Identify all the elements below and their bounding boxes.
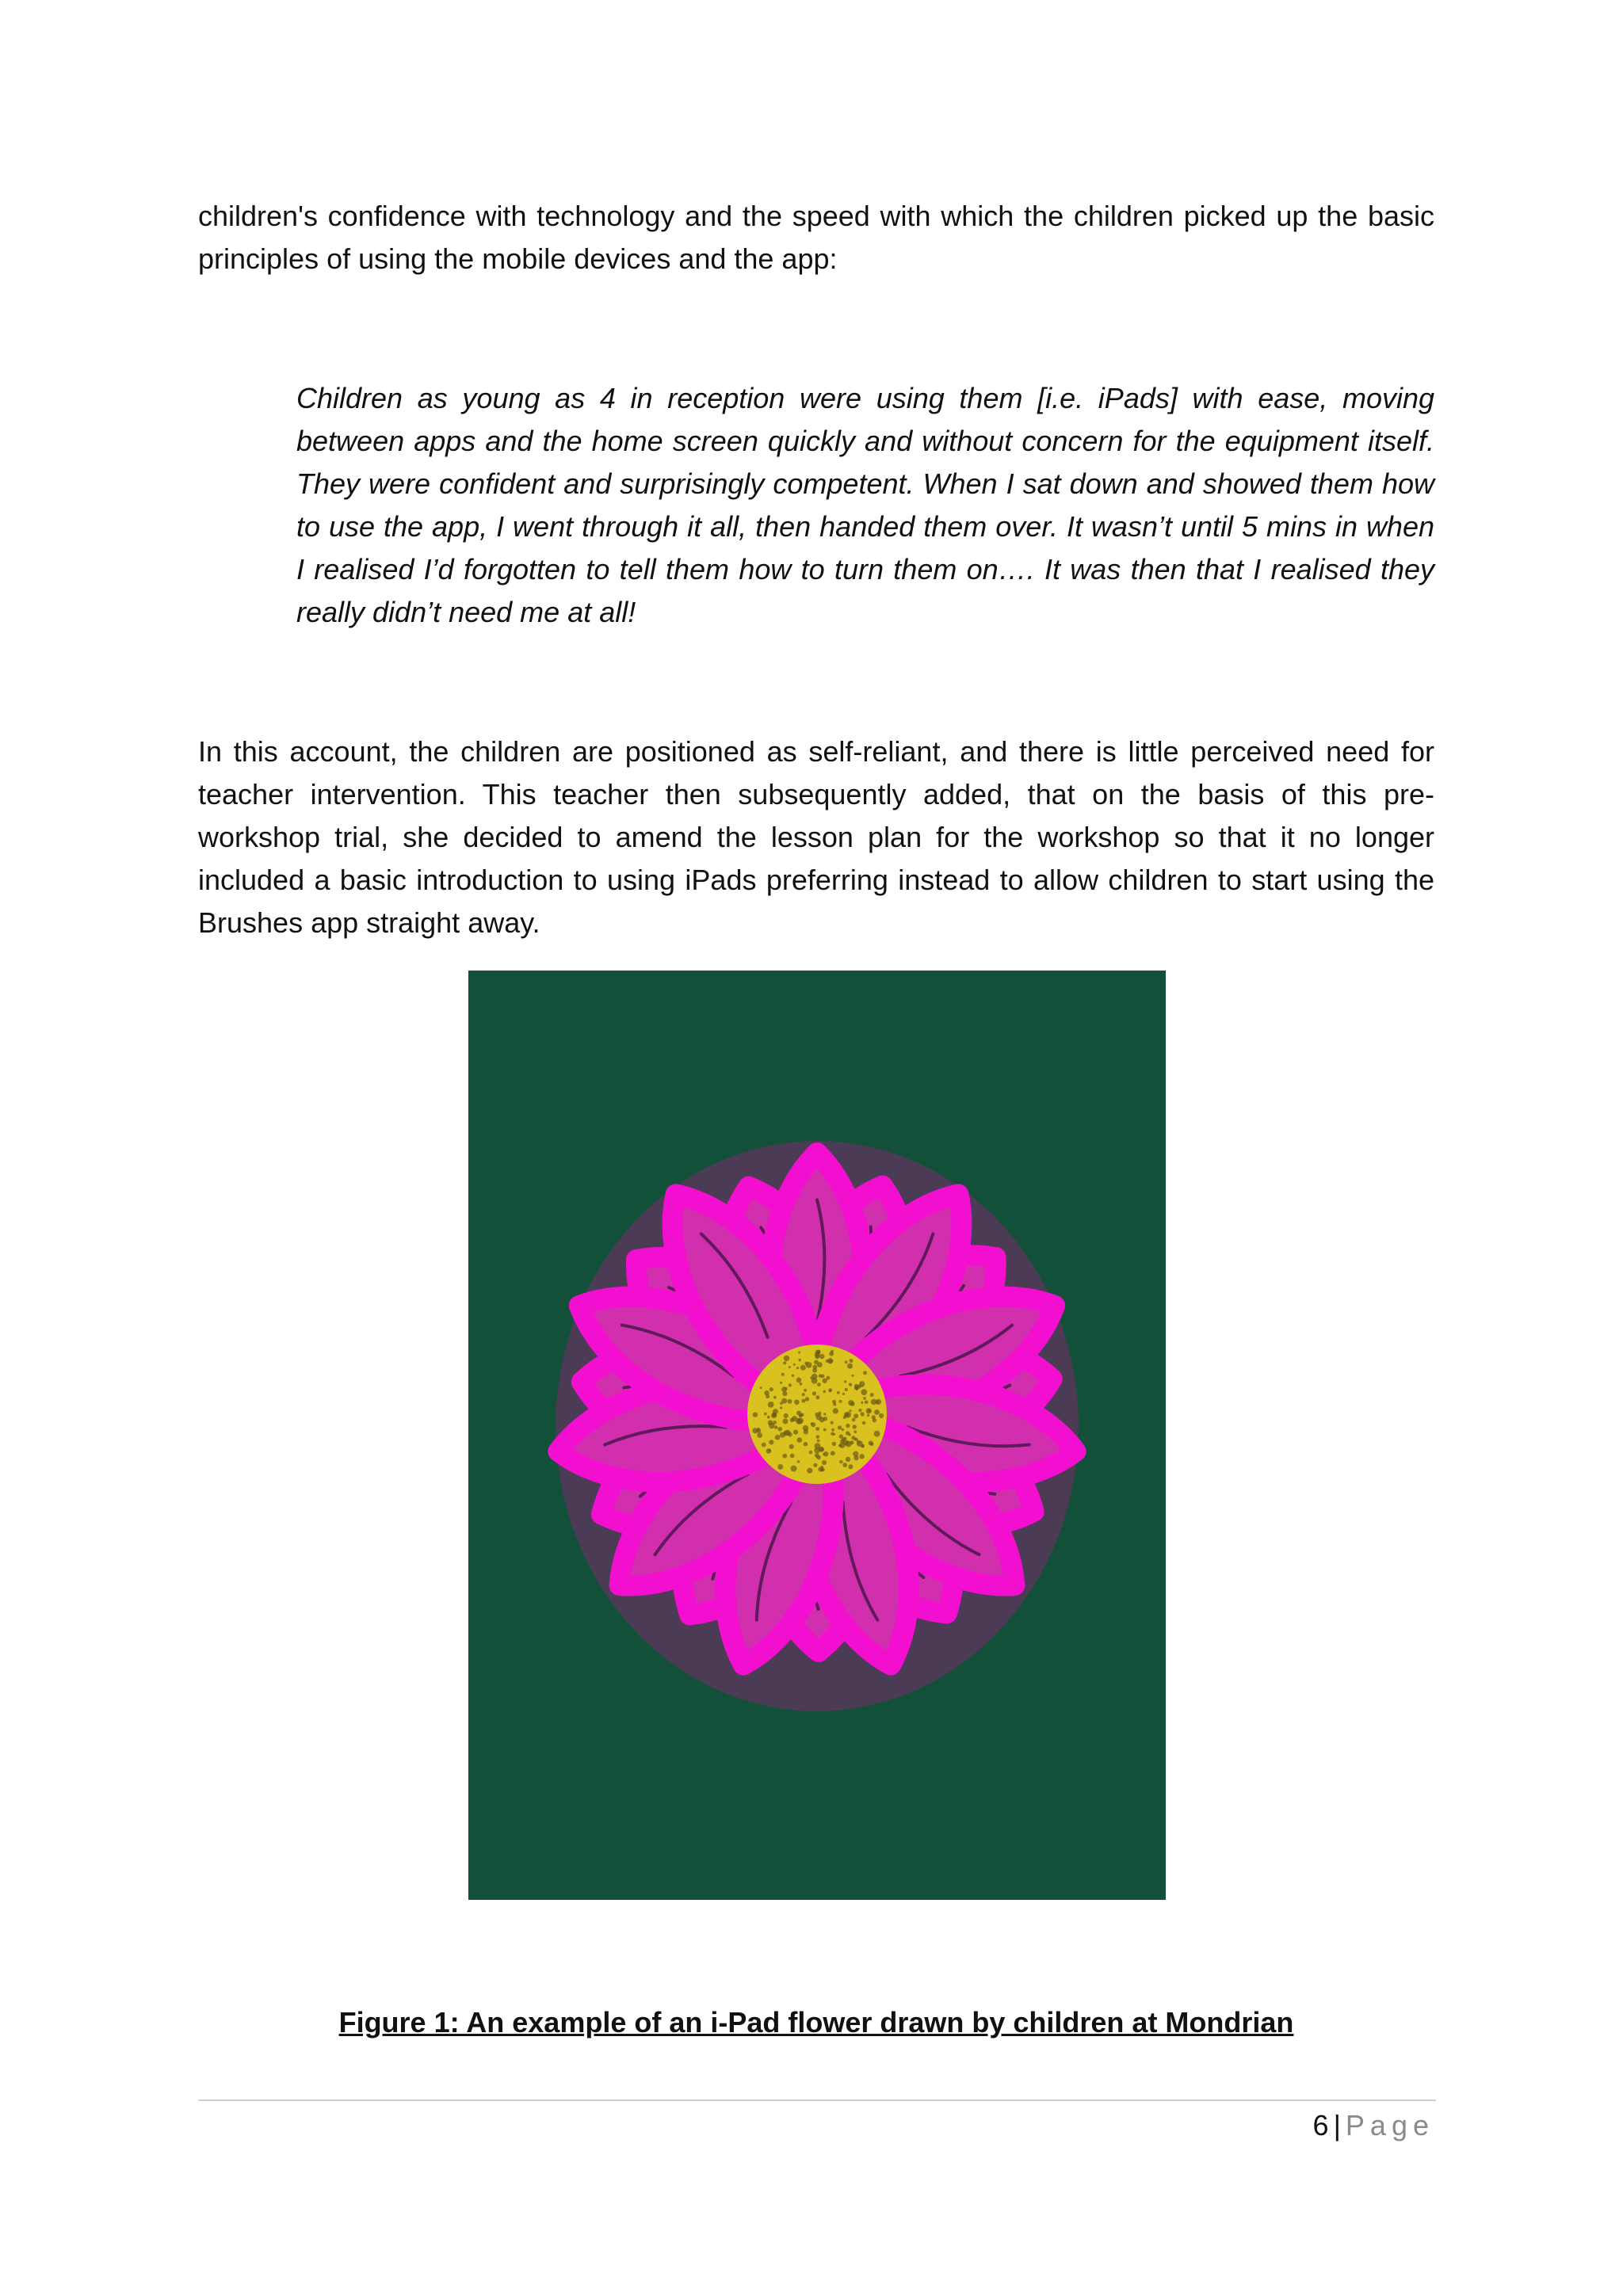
page-label: Page <box>1345 2109 1434 2142</box>
figure-caption: Figure 1: An example of an i-Pad flower drawn by children at Mondrian <box>338 2006 1294 2039</box>
body-paragraph-1: children's confidence with technology and the speed with which the children picked up the basic principles of using the mobile devices and the app: <box>198 200 1434 275</box>
figure-flower-drawing <box>468 971 1166 1900</box>
flower-illustration <box>468 971 1166 1900</box>
footer-rule <box>198 2100 1436 2101</box>
body-paragraph-2: In this account, the children are positioned as self-reliant, and there is little perceived need for teacher intervention. This teacher then subsequently added, that on the basis of this pre-workshop trial, she decided to amend the lesson plan for the workshop so that it no longer included a basic introduction to using iPads preferring instead to allow children to start using the Brushes app straight away. <box>198 735 1434 939</box>
block-quote: Children as young as 4 in reception were using them [i.e. iPads] with ease, moving between apps and the home screen quickly and without concern for the equipment itself. They were confident and surprisingly competent. When I sat down and showed them how to use the app, I went through it all, then handed them over. It wasn’t until 5 mins in when I realised I’d forgotten to tell them how to turn them on…. It was then that I realised they really didn’t need me at all! <box>296 382 1434 628</box>
page-number: 6 <box>1312 2109 1329 2142</box>
footer-separator: | <box>1333 2109 1341 2142</box>
page-footer <box>1313 2104 1434 2147</box>
